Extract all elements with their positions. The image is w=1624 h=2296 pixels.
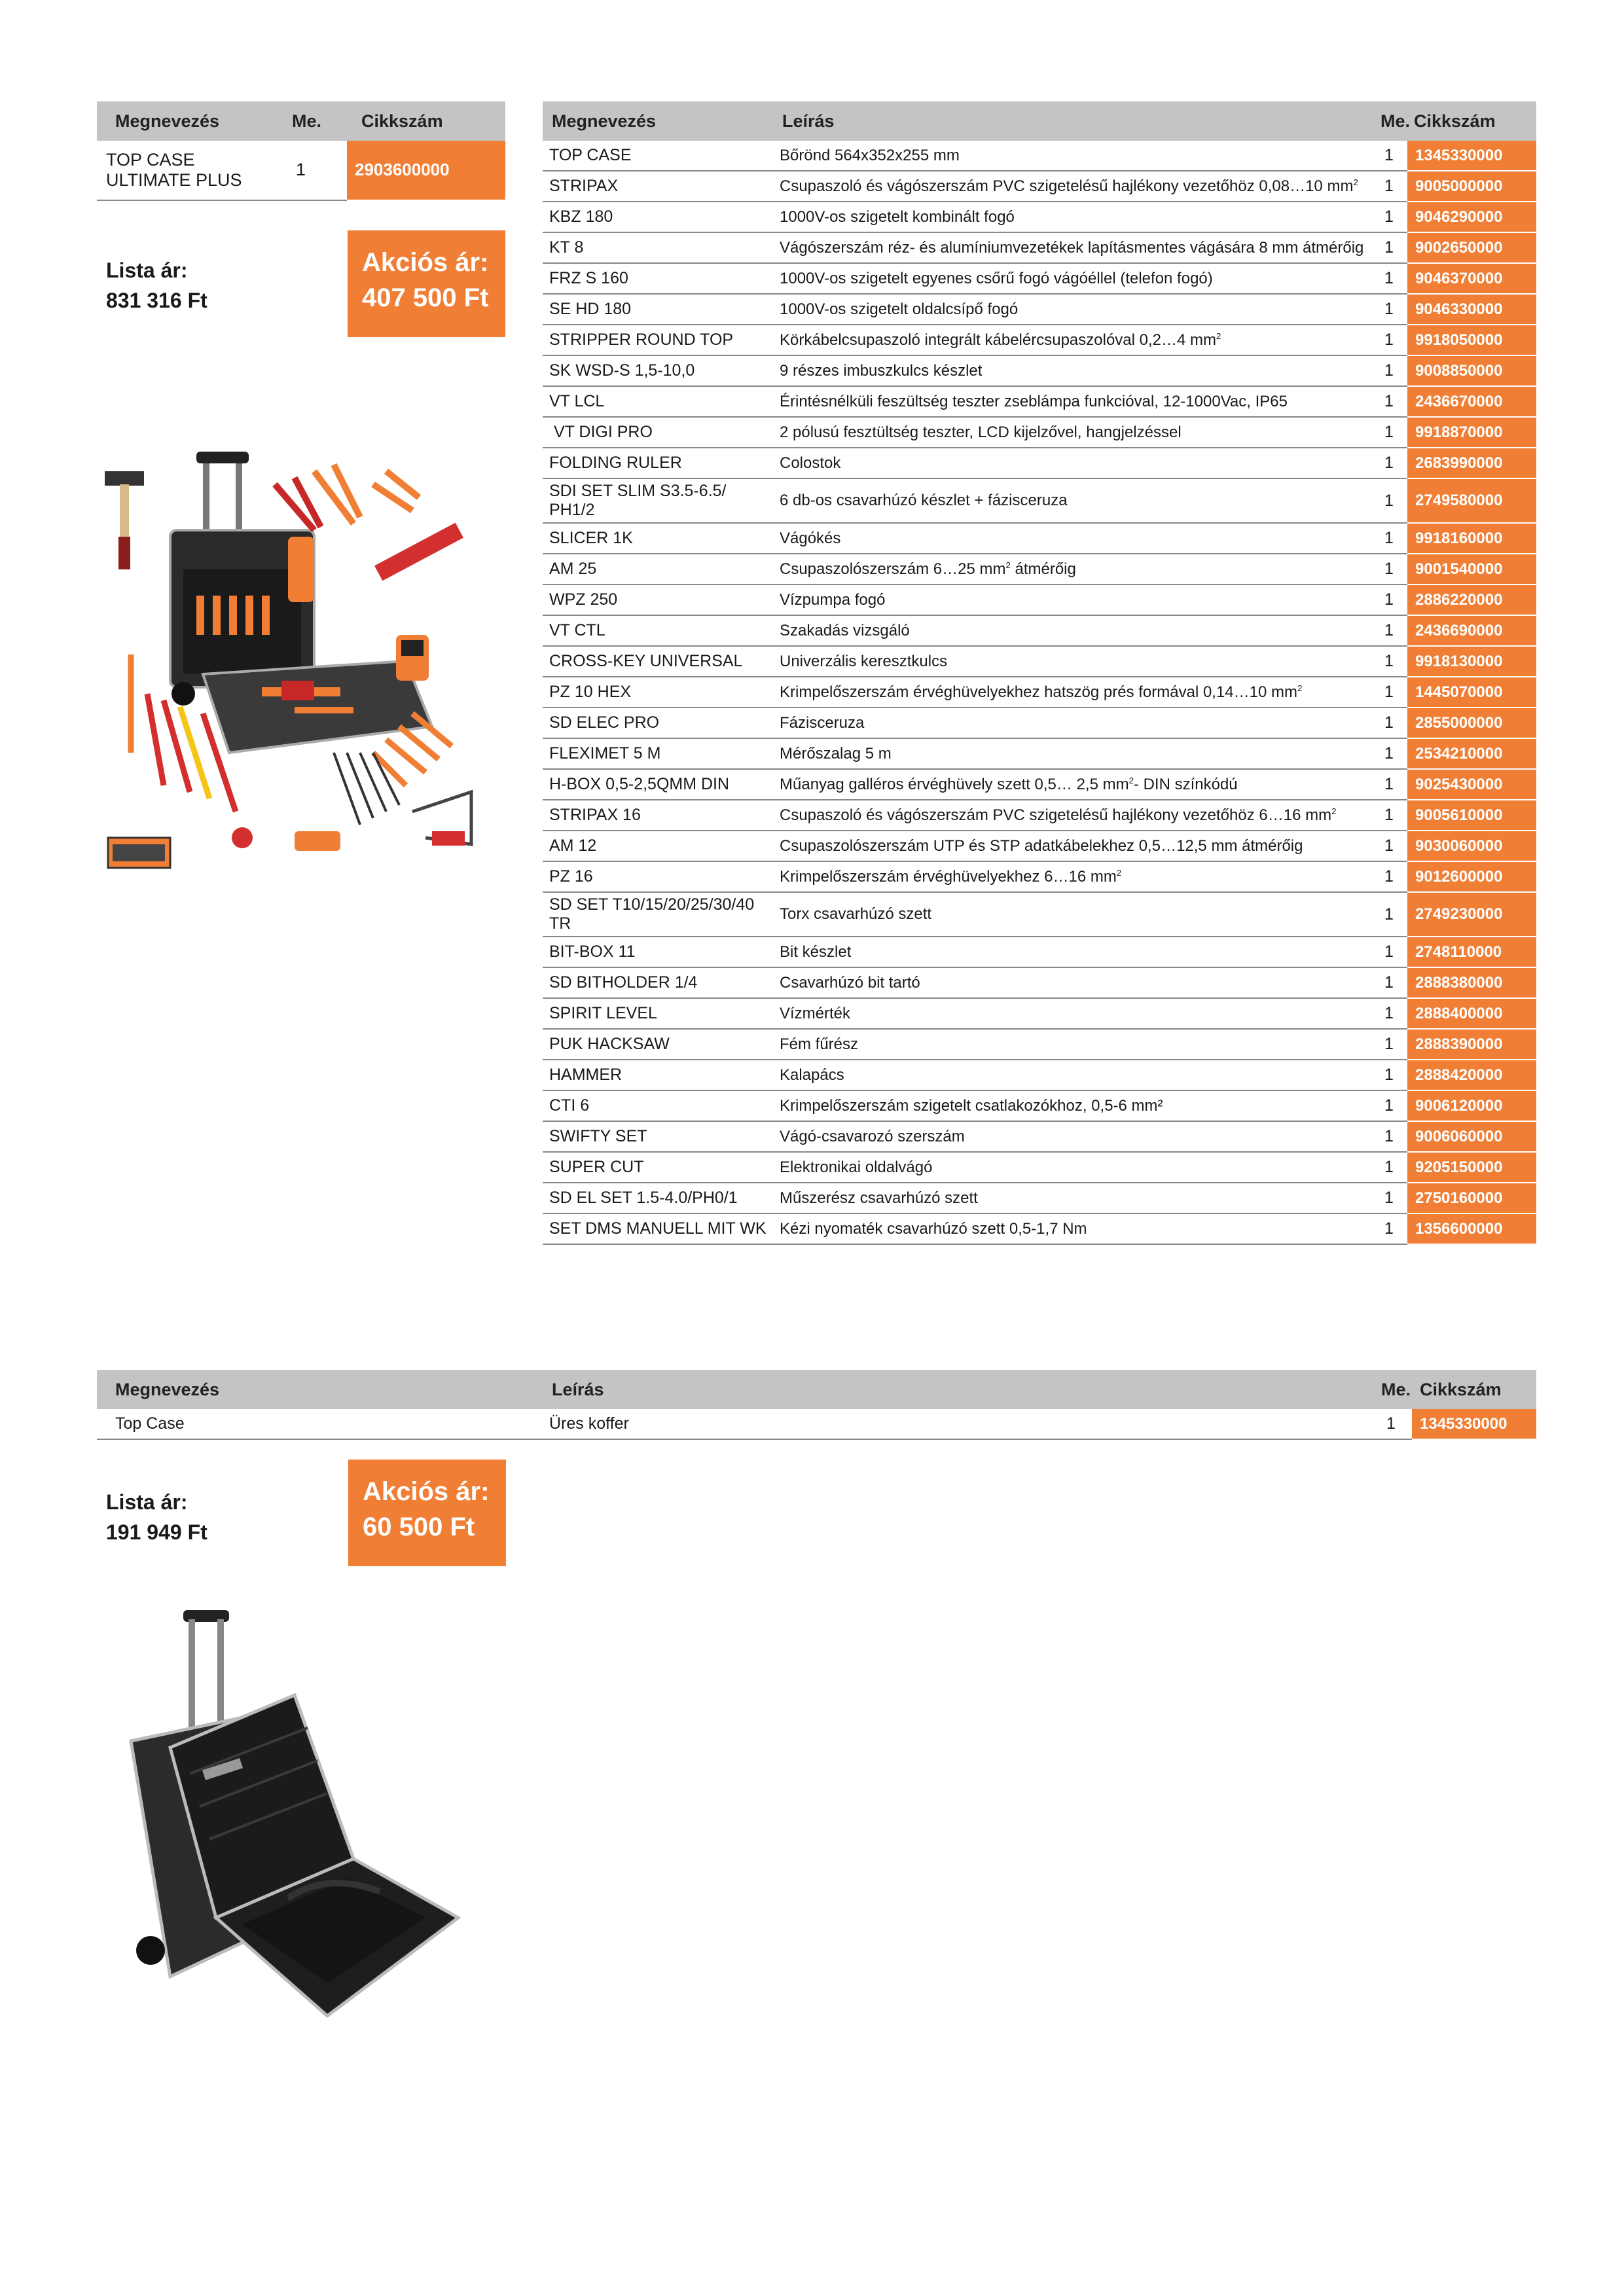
product-name: WPZ 250 bbox=[543, 584, 773, 615]
description-text: 1000V-os szigetelt oldalcsípő fogó bbox=[780, 300, 1019, 318]
product-name: STRIPAX bbox=[543, 171, 773, 202]
table-row bbox=[543, 584, 1536, 615]
product-qty: 1 bbox=[1377, 1090, 1407, 1121]
product-description bbox=[773, 386, 1377, 417]
product-name: SD SET T10/15/20/25/30/40 TR bbox=[543, 892, 773, 937]
product-name: SD BITHOLDER 1/4 bbox=[543, 967, 773, 998]
product-description bbox=[773, 141, 1377, 171]
table-row bbox=[543, 417, 1536, 448]
product-sku: 9002650000 bbox=[1407, 232, 1536, 263]
product-qty: 1 bbox=[1377, 1121, 1407, 1152]
description-text: 1000V-os szigetelt egyenes csőrű fogó vágóéllel (telefon fogó) bbox=[780, 269, 1213, 287]
col-header-sku: Cikkszám bbox=[1412, 1370, 1536, 1409]
product-description bbox=[773, 831, 1377, 861]
product-sku: 2683990000 bbox=[1407, 448, 1536, 478]
product-qty: 1 bbox=[1377, 677, 1407, 708]
description-text: Vágó-csavarozó szerszám bbox=[780, 1127, 965, 1145]
product-qty: 1 bbox=[288, 141, 347, 200]
product-qty: 1 bbox=[1377, 232, 1407, 263]
product-name: FOLDING RULER bbox=[543, 448, 773, 478]
product-name: STRIPAX 16 bbox=[543, 800, 773, 831]
table-row bbox=[543, 355, 1536, 386]
product-qty: 1 bbox=[1377, 448, 1407, 478]
product-sku: 9001540000 bbox=[1407, 554, 1536, 584]
list-price-value: 191 949 Ft bbox=[106, 1520, 208, 1545]
description-text: Fém fűrész bbox=[780, 1035, 859, 1053]
unit-exponent: 2 bbox=[1353, 177, 1358, 187]
product-qty: 1 bbox=[1377, 646, 1407, 677]
kit-table-header bbox=[97, 101, 505, 141]
product-name: SET DMS MANUELL MIT WK bbox=[543, 1213, 773, 1244]
product-sku: 9918050000 bbox=[1407, 325, 1536, 355]
product-sku: 2888400000 bbox=[1407, 998, 1536, 1029]
col-header-name: Megnevezés bbox=[97, 1370, 543, 1409]
product-name: SD EL SET 1.5-4.0/PH0/1 bbox=[543, 1183, 773, 1213]
product-sku: 9006120000 bbox=[1407, 1090, 1536, 1121]
product-qty: 1 bbox=[1377, 892, 1407, 937]
product-description bbox=[773, 448, 1377, 478]
product-sku: 9008850000 bbox=[1407, 355, 1536, 386]
description-text: Mérőszalag 5 m bbox=[780, 744, 892, 762]
product-description bbox=[773, 1121, 1377, 1152]
product-description bbox=[773, 998, 1377, 1029]
description-text: Csupaszoló és vágószerszám PVC szigetelésű hajlékony vezetőhöz 6…16 mm bbox=[780, 806, 1332, 824]
col-header-sku: Cikkszám bbox=[347, 101, 505, 141]
product-qty: 1 bbox=[1377, 325, 1407, 355]
table-row bbox=[543, 967, 1536, 998]
promo-price-label: Akciós ár: bbox=[362, 248, 489, 277]
product-sku: 2888420000 bbox=[1407, 1060, 1536, 1090]
unit-exponent: 2 bbox=[1331, 806, 1337, 816]
product-name: SDI SET SLIM S3.5-6.5/ PH1/2 bbox=[543, 478, 773, 523]
product-sku: 9046370000 bbox=[1407, 263, 1536, 294]
product-description bbox=[773, 1029, 1377, 1060]
promo-price-block bbox=[348, 230, 505, 337]
product-sku: 9918870000 bbox=[1407, 417, 1536, 448]
col-header-name: Megnevezés bbox=[97, 101, 288, 141]
product-description bbox=[773, 263, 1377, 294]
description-text: Érintésnélküli feszültség teszter zseblámpa funkcióval, 12-1000Vac, IP65 bbox=[780, 392, 1288, 410]
description-suffix: - DIN színkódú bbox=[1133, 775, 1238, 793]
product-sku: 9046330000 bbox=[1407, 294, 1536, 325]
empty-case-image bbox=[118, 1610, 471, 2042]
product-name: TOP CASE bbox=[543, 141, 773, 171]
product-description bbox=[773, 615, 1377, 646]
table-row bbox=[543, 386, 1536, 417]
product-name: VT CTL bbox=[543, 615, 773, 646]
product-sku: 9006060000 bbox=[1407, 1121, 1536, 1152]
description-text: Szakadás vizsgáló bbox=[780, 621, 910, 639]
case-list-price-block bbox=[106, 1487, 208, 1548]
product-description bbox=[773, 677, 1377, 708]
table-row bbox=[97, 141, 505, 200]
product-sku: 1445070000 bbox=[1407, 677, 1536, 708]
product-qty: 1 bbox=[1377, 355, 1407, 386]
product-description bbox=[773, 325, 1377, 355]
table-row bbox=[543, 892, 1536, 937]
product-description bbox=[773, 584, 1377, 615]
table-row bbox=[543, 554, 1536, 584]
product-sku: 2855000000 bbox=[1407, 708, 1536, 738]
product-sku: 9012600000 bbox=[1407, 861, 1536, 892]
table-row bbox=[543, 937, 1536, 967]
product-description bbox=[773, 937, 1377, 967]
product-name: SLICER 1K bbox=[543, 523, 773, 554]
description-text: Csavarhúzó bit tartó bbox=[780, 973, 920, 992]
product-description bbox=[773, 417, 1377, 448]
product-sku: 9005610000 bbox=[1407, 800, 1536, 831]
product-name: PUK HACKSAW bbox=[543, 1029, 773, 1060]
product-qty: 1 bbox=[1377, 1183, 1407, 1213]
table-row bbox=[543, 1060, 1536, 1090]
product-qty: 1 bbox=[1381, 1409, 1412, 1439]
description-text: Univerzális keresztkulcs bbox=[780, 652, 948, 670]
product-name: KBZ 180 bbox=[543, 202, 773, 232]
product-qty: 1 bbox=[1377, 615, 1407, 646]
case-promo-price-block bbox=[348, 1460, 506, 1566]
description-text: Csupaszolószerszám UTP és STP adatkábelekhez 0,5…12,5 mm átmérőig bbox=[780, 836, 1303, 855]
table-row bbox=[543, 448, 1536, 478]
product-qty: 1 bbox=[1377, 386, 1407, 417]
product-name: VT DIGI PRO bbox=[543, 417, 773, 448]
kit-table bbox=[97, 101, 505, 201]
product-name: SUPER CUT bbox=[543, 1152, 773, 1183]
description-text: Körkábelcsupaszoló integrált kábelércsupaszolóval 0,2…4 mm bbox=[780, 331, 1217, 349]
product-description bbox=[773, 1152, 1377, 1183]
table-row bbox=[97, 1409, 1536, 1439]
product-name: AM 12 bbox=[543, 831, 773, 861]
product-sku: 2748110000 bbox=[1407, 937, 1536, 967]
product-description bbox=[773, 646, 1377, 677]
case-table-header bbox=[97, 1370, 1536, 1409]
promo-price-value: 407 500 Ft bbox=[362, 283, 489, 312]
description-text: Kalapács bbox=[780, 1066, 844, 1084]
product-sku: 2886220000 bbox=[1407, 584, 1536, 615]
product-description bbox=[773, 967, 1377, 998]
product-sku: 9918130000 bbox=[1407, 646, 1536, 677]
col-header-qty: Me. bbox=[1381, 1370, 1412, 1409]
table-row bbox=[543, 998, 1536, 1029]
product-sku: 1345330000 bbox=[1412, 1409, 1536, 1439]
product-description bbox=[773, 202, 1377, 232]
product-name: H-BOX 0,5-2,5QMM DIN bbox=[543, 769, 773, 800]
col-header-name: Megnevezés bbox=[543, 101, 773, 141]
product-sku: 2436690000 bbox=[1407, 615, 1536, 646]
product-sku: 2750160000 bbox=[1407, 1183, 1536, 1213]
product-sku: 9205150000 bbox=[1407, 1152, 1536, 1183]
description-text: Vágókés bbox=[780, 529, 841, 547]
table-row bbox=[543, 325, 1536, 355]
product-sku: 9025430000 bbox=[1407, 769, 1536, 800]
product-sku: 1345330000 bbox=[1407, 141, 1536, 171]
description-text: Krimpelőszerszám érvéghüvelyekhez hatszög prés formával 0,14…10 mm bbox=[780, 683, 1298, 701]
table-row bbox=[543, 861, 1536, 892]
contents-table-body bbox=[543, 141, 1536, 1244]
table-row bbox=[543, 294, 1536, 325]
unit-exponent: 2 bbox=[1116, 867, 1122, 878]
product-qty: 1 bbox=[1377, 141, 1407, 171]
product-qty: 1 bbox=[1377, 861, 1407, 892]
product-name: SD ELEC PRO bbox=[543, 708, 773, 738]
product-qty: 1 bbox=[1377, 831, 1407, 861]
description-text: Krimpelőszerszám szigetelt csatlakozókhoz, 0,5-6 mm² bbox=[780, 1096, 1163, 1115]
col-header-sku: Cikkszám bbox=[1407, 101, 1536, 141]
product-qty: 1 bbox=[1377, 417, 1407, 448]
product-description bbox=[773, 1090, 1377, 1121]
list-price-label: Lista ár: bbox=[106, 1490, 188, 1514]
description-text: Vízpumpa fogó bbox=[780, 590, 886, 609]
description-text: 1000V-os szigetelt kombinált fogó bbox=[780, 207, 1015, 226]
product-name: SWIFTY SET bbox=[543, 1121, 773, 1152]
product-name: VT LCL bbox=[543, 386, 773, 417]
product-description bbox=[773, 171, 1377, 202]
col-header-description: Leírás bbox=[543, 1370, 1381, 1409]
description-text: Bőrönd 564x352x255 mm bbox=[780, 146, 960, 164]
table-row bbox=[543, 202, 1536, 232]
product-name: Top Case bbox=[97, 1409, 543, 1439]
case-table bbox=[97, 1370, 1536, 1440]
product-qty: 1 bbox=[1377, 1029, 1407, 1060]
product-description bbox=[773, 708, 1377, 738]
product-sku: 9005000000 bbox=[1407, 171, 1536, 202]
description-text: 6 db-os csavarhúzó készlet + fázisceruza bbox=[780, 492, 1068, 510]
table-row bbox=[543, 478, 1536, 523]
list-price-value: 831 316 Ft bbox=[106, 289, 208, 313]
product-description bbox=[773, 861, 1377, 892]
product-name: TOP CASE ULTIMATE PLUS bbox=[97, 141, 288, 200]
product-name: CROSS-KEY UNIVERSAL bbox=[543, 646, 773, 677]
contents-table-header bbox=[543, 101, 1536, 141]
product-sku: 2888390000 bbox=[1407, 1029, 1536, 1060]
product-name: CTI 6 bbox=[543, 1090, 773, 1121]
unit-exponent: 2 bbox=[1128, 775, 1134, 785]
table-row bbox=[543, 646, 1536, 677]
unit-exponent: 2 bbox=[1005, 560, 1011, 570]
unit-exponent: 2 bbox=[1216, 331, 1221, 341]
product-qty: 1 bbox=[1377, 998, 1407, 1029]
description-text: Vízmérték bbox=[780, 1004, 851, 1022]
product-name: SE HD 180 bbox=[543, 294, 773, 325]
promo-price-value: 60 500 Ft bbox=[363, 1513, 475, 1541]
toolcase-kit-image bbox=[98, 445, 504, 890]
product-name: AM 25 bbox=[543, 554, 773, 584]
table-row bbox=[543, 171, 1536, 202]
table-row bbox=[543, 677, 1536, 708]
description-text: Vágószerszám réz- és alumíniumvezetékek lapításmentes vágására 8 mm átmérőig bbox=[780, 238, 1364, 257]
table-row bbox=[543, 615, 1536, 646]
product-qty: 1 bbox=[1377, 738, 1407, 769]
product-sku: 1356600000 bbox=[1407, 1213, 1536, 1244]
description-text: Csupaszoló és vágószerszám PVC szigetelésű hajlékony vezetőhöz 0,08…10 mm bbox=[780, 177, 1354, 195]
table-row bbox=[543, 1029, 1536, 1060]
product-qty: 1 bbox=[1377, 800, 1407, 831]
product-name: HAMMER bbox=[543, 1060, 773, 1090]
product-name: STRIPPER ROUND TOP bbox=[543, 325, 773, 355]
product-description bbox=[773, 232, 1377, 263]
table-row bbox=[543, 831, 1536, 861]
description-text: Csupaszolószerszám 6…25 mm bbox=[780, 560, 1006, 578]
product-qty: 1 bbox=[1377, 478, 1407, 523]
description-text: Fázisceruza bbox=[780, 713, 865, 732]
product-qty: 1 bbox=[1377, 523, 1407, 554]
table-row bbox=[543, 263, 1536, 294]
table-row bbox=[543, 523, 1536, 554]
table-row bbox=[543, 1213, 1536, 1244]
product-qty: 1 bbox=[1377, 1213, 1407, 1244]
product-sku: 2749580000 bbox=[1407, 478, 1536, 523]
product-qty: 1 bbox=[1377, 1152, 1407, 1183]
table-row bbox=[543, 1090, 1536, 1121]
product-sku: 9918160000 bbox=[1407, 523, 1536, 554]
product-qty: 1 bbox=[1377, 937, 1407, 967]
product-sku: 2534210000 bbox=[1407, 738, 1536, 769]
product-qty: 1 bbox=[1377, 294, 1407, 325]
table-row bbox=[543, 769, 1536, 800]
product-name: PZ 10 HEX bbox=[543, 677, 773, 708]
product-qty: 1 bbox=[1377, 263, 1407, 294]
product-description bbox=[773, 1183, 1377, 1213]
product-name: BIT-BOX 11 bbox=[543, 937, 773, 967]
product-sku: 2903600000 bbox=[347, 141, 505, 200]
description-text: Műanyag galléros érvéghüvely szett 0,5… 2,5 mm bbox=[780, 775, 1129, 793]
list-price-block bbox=[106, 255, 208, 316]
product-sku: 2436670000 bbox=[1407, 386, 1536, 417]
table-row bbox=[543, 738, 1536, 769]
description-text: 9 részes imbuszkulcs készlet bbox=[780, 361, 983, 380]
product-name: SPIRIT LEVEL bbox=[543, 998, 773, 1029]
col-header-qty: Me. bbox=[1377, 101, 1407, 141]
product-description bbox=[773, 294, 1377, 325]
col-header-description: Leírás bbox=[773, 101, 1377, 141]
description-text: Műszerész csavarhúzó szett bbox=[780, 1189, 978, 1207]
product-description bbox=[773, 523, 1377, 554]
table-row bbox=[543, 1121, 1536, 1152]
product-name: FLEXIMET 5 M bbox=[543, 738, 773, 769]
col-header-qty: Me. bbox=[288, 101, 347, 141]
product-sku: 9030060000 bbox=[1407, 831, 1536, 861]
product-description: Üres koffer bbox=[543, 1409, 1381, 1439]
list-price-label: Lista ár: bbox=[106, 259, 188, 282]
product-qty: 1 bbox=[1377, 554, 1407, 584]
product-name: KT 8 bbox=[543, 232, 773, 263]
product-description bbox=[773, 355, 1377, 386]
unit-exponent: 2 bbox=[1297, 683, 1303, 693]
description-text: Kézi nyomaték csavarhúzó szett 0,5-1,7 Nm bbox=[780, 1219, 1087, 1238]
product-name: SK WSD-S 1,5-10,0 bbox=[543, 355, 773, 386]
product-description bbox=[773, 478, 1377, 523]
description-suffix: átmérőig bbox=[1010, 560, 1076, 578]
product-qty: 1 bbox=[1377, 202, 1407, 232]
description-text: 2 pólusú fesztültség teszter, LCD kijelzővel, hangjelzéssel bbox=[780, 423, 1182, 441]
product-qty: 1 bbox=[1377, 769, 1407, 800]
description-text: Elektronikai oldalvágó bbox=[780, 1158, 933, 1176]
product-sku: 2888380000 bbox=[1407, 967, 1536, 998]
product-description bbox=[773, 800, 1377, 831]
table-row bbox=[543, 232, 1536, 263]
product-qty: 1 bbox=[1377, 708, 1407, 738]
product-name: FRZ S 160 bbox=[543, 263, 773, 294]
product-qty: 1 bbox=[1377, 584, 1407, 615]
table-row bbox=[543, 1183, 1536, 1213]
table-row bbox=[543, 800, 1536, 831]
promo-price-label: Akciós ár: bbox=[363, 1477, 490, 1506]
product-description bbox=[773, 738, 1377, 769]
product-description bbox=[773, 892, 1377, 937]
product-description bbox=[773, 1060, 1377, 1090]
contents-table bbox=[543, 101, 1536, 1245]
product-sku: 9046290000 bbox=[1407, 202, 1536, 232]
product-description bbox=[773, 1213, 1377, 1244]
product-qty: 1 bbox=[1377, 1060, 1407, 1090]
table-row bbox=[543, 141, 1536, 171]
product-qty: 1 bbox=[1377, 967, 1407, 998]
description-text: Colostok bbox=[780, 454, 841, 472]
product-sku: 2749230000 bbox=[1407, 892, 1536, 937]
table-row bbox=[543, 708, 1536, 738]
product-qty: 1 bbox=[1377, 171, 1407, 202]
table-row bbox=[543, 1152, 1536, 1183]
product-description bbox=[773, 769, 1377, 800]
description-text: Krimpelőszerszám érvéghüvelyekhez 6…16 mm bbox=[780, 867, 1117, 886]
product-name: PZ 16 bbox=[543, 861, 773, 892]
product-description bbox=[773, 554, 1377, 584]
description-text: Torx csavarhúzó szett bbox=[780, 905, 932, 924]
description-text: Bit készlet bbox=[780, 942, 852, 961]
